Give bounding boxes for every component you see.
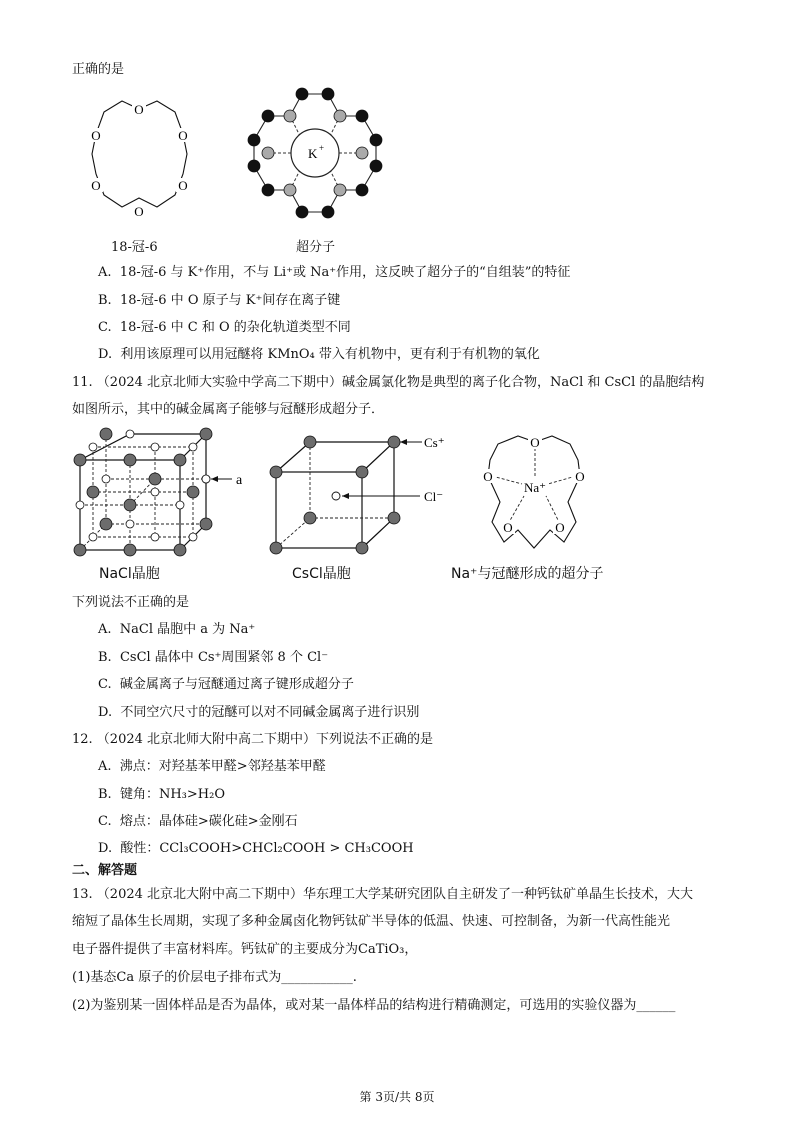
cscl-unit-cell-figure [264, 430, 454, 555]
k-ion-label: K [308, 146, 318, 161]
na-crown-o-atom: O [575, 469, 585, 484]
cscl-caption: CsCl晶胞 [292, 566, 351, 582]
section-heading: 二、解答题 [72, 863, 138, 878]
supramolecule-caption: 超分子 [296, 240, 336, 255]
q13-stem-line2: 缩短了晶体生长周期，实现了多种金属卤化物钙钛矿半导体的低温、快速、可控制备，为新一代高性能光 [72, 914, 671, 929]
na-crown-ether-figure [462, 424, 612, 564]
crown-caption: 18-冠-6 [111, 240, 158, 255]
crown-ether-18-6-figure [66, 94, 216, 224]
q11-stem-line1: 11. （2024 北京北师大实验中学高二下期中）碱金属氯化物是典型的离子化合物，NaCl 和 CsCl 的晶胞结构 [72, 375, 705, 390]
q11-stem-line2: 如图所示，其中的碱金属离子能够与冠醚形成超分子． [72, 402, 385, 417]
crown-o-atom: O [178, 178, 188, 193]
nacl-caption: NaCl晶胞 [99, 566, 160, 582]
q12-option-a: A. 沸点：对羟基苯甲醛>邻羟基苯甲醛 [98, 759, 326, 774]
nacl-pointer-label: a [236, 473, 243, 488]
k-ion-charge: + [319, 143, 325, 153]
page-footer: 第 3页/共 8页 [359, 1090, 435, 1104]
na-crown-caption: Na⁺与冠醚形成的超分子 [451, 566, 604, 582]
q11-option-c: C. 碱金属离子与冠醚通过离子键形成超分子 [98, 677, 354, 692]
intro-text: 正确的是 [72, 62, 125, 77]
na-ion-label: Na⁺ [523, 480, 547, 495]
q12-option-d: D. 酸性：CCl₃COOH>CHCl₂COOH > CH₃COOH [98, 841, 414, 856]
q12-option-c: C. 熔点：晶体硅>碳化硅>金刚石 [98, 814, 298, 829]
q10-option-c: C. 18-冠-6 中 C 和 O 的杂化轨道类型不同 [98, 320, 351, 335]
q10-option-b: B. 18-冠-6 中 O 原子与 K⁺间存在离子键 [98, 293, 341, 308]
q13-subquestion-2: (2)为鉴别某一固体样品是否为晶体，或对某一晶体样品的结构进行精确测定，可选用的实验仪器为______ [72, 998, 676, 1013]
crown-o-atom: O [134, 204, 144, 219]
na-crown-o-atom: O [483, 469, 493, 484]
nacl-unit-cell-figure [70, 424, 260, 559]
crown-o-atom: O [178, 128, 188, 143]
q11-option-b: B. CsCl 晶体中 Cs⁺周围紧邻 8 个 Cl⁻ [98, 650, 329, 665]
q10-option-a: A. 18-冠-6 与 K⁺作用，不与 Li⁺或 Na⁺作用，这反映了超分子的“自组装”的特征 [98, 265, 571, 280]
q13-stem-line1: 13. （2024 北京北大附中高二下期中）华东理工大学某研究团队自主研发了一种钙钛矿单晶生长技术，大大 [72, 887, 694, 902]
na-crown-o-atom: O [503, 520, 513, 535]
na-crown-o-atom: O [530, 435, 540, 450]
cl-ion-label: Cl⁻ [424, 489, 444, 504]
crown-o-atom: O [91, 128, 101, 143]
q13-subquestion-1: (1)基态Ca 原子的价层电子排布式为___________. [72, 970, 357, 985]
cs-ion-label: Cs⁺ [424, 435, 445, 450]
crown-o-atom: O [91, 178, 101, 193]
na-crown-o-atom: O [555, 520, 565, 535]
q12-option-b: B. 键角：NH₃>H₂O [98, 787, 225, 802]
q12-stem: 12. （2024 北京北师大附中高二下期中）下列说法不正确的是 [72, 732, 434, 747]
q10-option-d: D. 利用该原理可以用冠醚将 KMnO₄ 带入有机物中，更有利于有机物的氧化 [98, 347, 540, 362]
supramolecule-figure [240, 82, 396, 232]
crown-o-atom: O [134, 102, 144, 117]
q13-stem-line3: 电子器件提供了丰富材料库。钙钛矿的主要成分为CaTiO₃， [72, 942, 418, 957]
q11-option-d: D. 不同空穴尺寸的冠醚可以对不同碱金属离子进行识别 [98, 705, 420, 720]
q11-option-a: A. NaCl 晶胞中 a 为 Na⁺ [98, 622, 256, 637]
q11-ask: 下列说法不正确的是 [72, 595, 190, 610]
